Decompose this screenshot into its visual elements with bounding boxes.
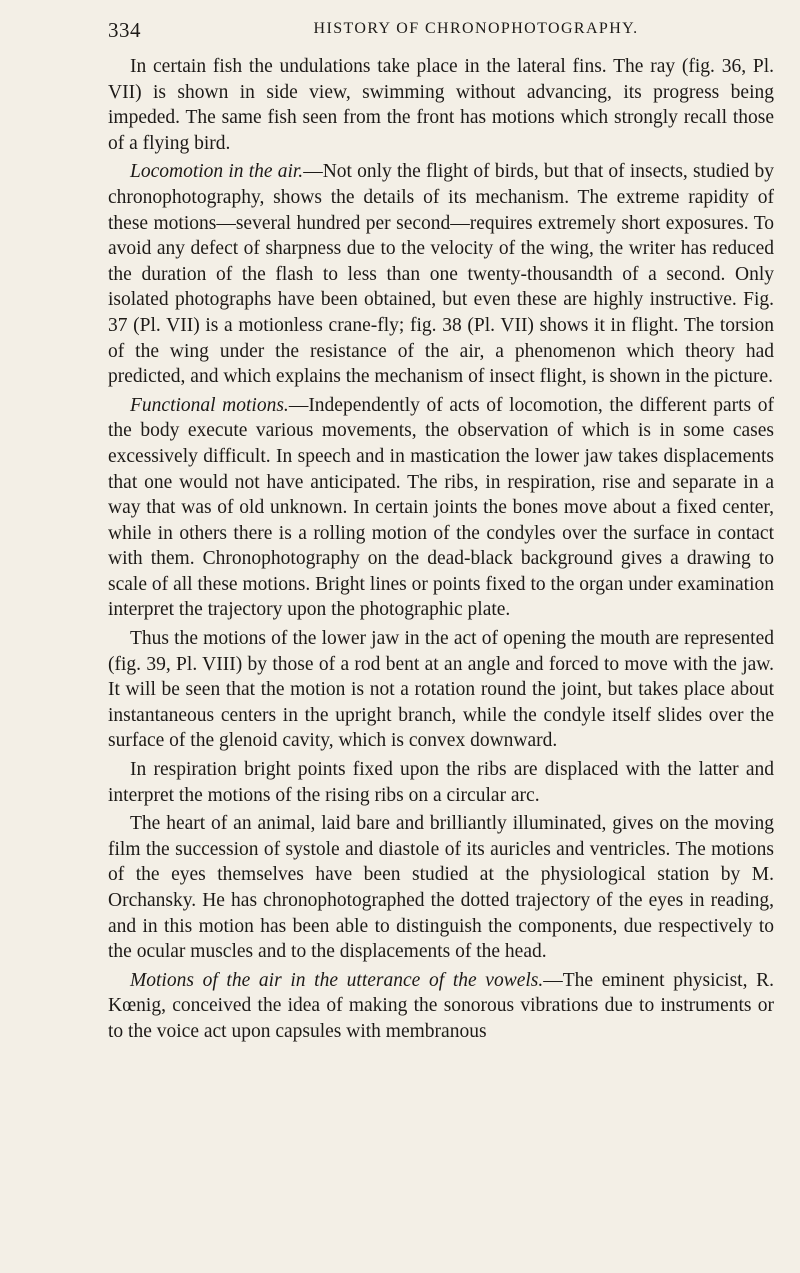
section-lead: Motions of the air in the utterance of the vowels. [130, 969, 544, 991]
paragraph [108, 393, 774, 623]
paragraph-text: —The eminent physicist, R. Kœnig, conceived the idea of making the sonorous vibrations due to instruments or to the voice act upon capsules with membranous [108, 969, 774, 1042]
paragraph-text: —Not only the flight of birds, but that of insects, studied by chronophotography, shows the details of its mechanism. The extreme rapidity of these motions—several hundred per second—requires extremely short exposures. To avoid any defect of sharpness due to the velocity of the wing, the writer has reduced the duration of the flash to less than one twenty-thousandth of a second. Only isolated photographs have been obtained, but even these are highly instructive. Fig. 37 (Pl. VII) is a motionless crane-fly; fig. 38 (Pl. VII) shows it in flight. The torsion of the wing under the resistance of the air, a phenomenon which theory had predicted, and which explains the mechanism of insect flight, is shown in the picture. [108, 161, 774, 388]
paragraph [108, 54, 774, 156]
page-number: 334 [108, 18, 141, 42]
section-lead: Locomotion in the air. [130, 161, 304, 183]
paragraph [108, 159, 774, 389]
paragraph [108, 626, 774, 754]
paragraph [108, 811, 774, 965]
paragraph-text: Thus the motions of the lower jaw in the act of opening the mouth are represented (fig. 39, Pl. VIII) by those of a rod bent at an angle and forced to move with the jaw. It will be seen that the motion is not a rotation round the joint, but takes place about instantaneous centers in the upright branch, while the condyle itself slides over the surface of the glenoid cavity, which is convex downward. [108, 628, 774, 752]
paragraph-text: —Independently of acts of locomotion, the different parts of the body execute various movements, the observation of which is in some cases excessively difficult. In speech and in mastication the lower jaw takes displacements that one would not have anticipated. The ribs, in respiration, rise and separate in a way that was of old unknown. In certain joints the bones move about a fixed center, while in others there is a rolling motion of the condyles over the surface in contact with them. Chronophotography on the dead-black background gives a drawing to scale of all these motions. Bright lines or points fixed to the organ under examination interpret the trajectory upon the photographic plate. [108, 394, 774, 621]
paragraph-text: In certain fish the undulations take place in the lateral fins. The ray (fig. 36, Pl. VII) is shown in side view, swimming without advancing, its progress being impeded. The same fish seen from the front has motions which strongly recall those of a flying bird. [108, 56, 774, 154]
paragraph-text: The heart of an animal, laid bare and brilliantly illuminated, gives on the moving film the succession of systole and diastole of its auricles and ventricles. The motions of the eyes themselves have been studied at the physiological station by M. Orchansky. He has chronophotographed the dotted trajectory of the eyes in reading, and in this motion has been able to distinguish the components, due respectively to the ocular muscles and to the displacements of the head. [108, 813, 774, 963]
paragraph [108, 968, 774, 1045]
section-lead: Functional motions. [130, 394, 289, 416]
page-header [108, 18, 774, 52]
running-head: HISTORY OF CHRONOPHOTOGRAPHY. [313, 20, 639, 37]
body-text [108, 54, 774, 1045]
paragraph-text: In respiration bright points fixed upon the ribs are displaced with the latter and interpret the motions of the rising ribs on a circular arc. [108, 759, 774, 806]
paragraph [108, 757, 774, 808]
